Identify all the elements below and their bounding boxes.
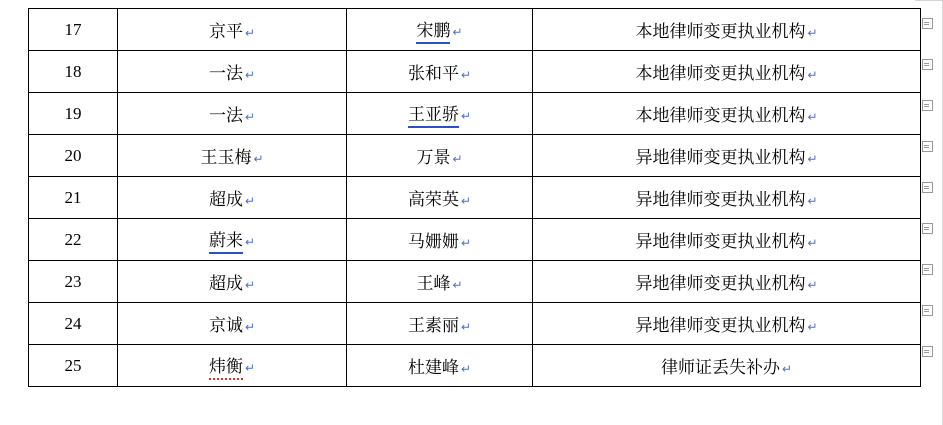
cell-lawyer-name — [347, 9, 533, 51]
law-firm-text: 京诚 — [208, 316, 243, 335]
cell-matter — [533, 345, 921, 387]
cell-lawyer-name — [347, 261, 533, 303]
cell-sequence-number: 21 — [29, 177, 118, 219]
paragraph-mark-icon: ↵ — [807, 110, 818, 124]
cell-law-firm — [118, 51, 347, 93]
paragraph-mark-icon: ↵ — [244, 194, 256, 208]
law-firm-text: 炜衡 — [209, 352, 243, 380]
row-anchor-handle[interactable] — [922, 264, 933, 275]
law-firm-text: 超成 — [208, 274, 243, 293]
cell-sequence-number: 17 — [29, 9, 118, 51]
cell-matter — [533, 303, 921, 345]
cell-lawyer-name — [347, 345, 533, 387]
cell-lawyer-name — [347, 93, 533, 135]
cell-matter — [533, 219, 921, 261]
matter-text: 本地律师变更执业机构 — [635, 106, 806, 125]
paragraph-mark-icon: ↵ — [452, 152, 463, 166]
paragraph-mark-icon: ↵ — [460, 320, 472, 334]
table-row[interactable] — [29, 9, 921, 51]
row-anchor-handle[interactable] — [922, 305, 933, 316]
lawyer-records-table — [28, 8, 921, 387]
paragraph-mark-icon: ↵ — [781, 362, 793, 376]
cell-law-firm — [118, 177, 347, 219]
paragraph-mark-icon: ↵ — [807, 26, 818, 40]
row-anchor-handle[interactable] — [922, 346, 933, 357]
law-firm-text: 一法 — [208, 64, 243, 83]
cell-matter — [533, 9, 921, 51]
row-anchor-handle[interactable] — [922, 18, 933, 29]
cell-law-firm — [118, 135, 347, 177]
table-row[interactable] — [29, 93, 921, 135]
law-firm-text: 超成 — [208, 190, 243, 209]
cell-law-firm — [118, 93, 347, 135]
paragraph-mark-icon: ↵ — [244, 26, 256, 40]
matter-text: 异地律师变更执业机构 — [635, 232, 806, 251]
paragraph-mark-icon: ↵ — [244, 110, 256, 124]
paragraph-mark-icon: ↵ — [807, 236, 818, 250]
table-row[interactable] — [29, 345, 921, 387]
paragraph-mark-icon: ↵ — [244, 68, 256, 82]
paragraph-mark-icon: ↵ — [244, 320, 256, 334]
row-anchor-handle[interactable] — [922, 182, 933, 193]
table-row[interactable] — [29, 261, 921, 303]
cell-lawyer-name — [347, 303, 533, 345]
row-anchor-handles — [917, 0, 939, 425]
law-firm-text: 一法 — [208, 106, 243, 125]
matter-text: 异地律师变更执业机构 — [635, 316, 806, 335]
row-anchor-handle[interactable] — [922, 59, 933, 70]
law-firm-text: 蔚来 — [209, 226, 243, 254]
paragraph-mark-icon: ↵ — [807, 320, 818, 334]
paragraph-mark-icon: ↵ — [807, 152, 818, 166]
cell-matter — [533, 93, 921, 135]
table-body — [29, 9, 921, 387]
paragraph-mark-icon: ↵ — [452, 24, 463, 39]
cell-lawyer-name — [347, 135, 533, 177]
table-row[interactable] — [29, 177, 921, 219]
cell-matter — [533, 177, 921, 219]
row-anchor-handle[interactable] — [922, 223, 933, 234]
paragraph-mark-icon: ↵ — [460, 68, 472, 82]
row-anchor-handle[interactable] — [922, 141, 933, 152]
paragraph-mark-icon: ↵ — [244, 360, 256, 375]
table-row[interactable] — [29, 303, 921, 345]
cell-sequence-number: 19 — [29, 93, 118, 135]
cell-law-firm — [118, 9, 347, 51]
matter-text: 异地律师变更执业机构 — [635, 148, 806, 167]
cell-matter — [533, 135, 921, 177]
table-row[interactable] — [29, 219, 921, 261]
cell-sequence-number: 24 — [29, 303, 118, 345]
cell-matter — [533, 51, 921, 93]
lawyer-name-text: 宋鹏 — [416, 16, 450, 44]
cell-law-firm — [118, 219, 347, 261]
paragraph-mark-icon: ↵ — [807, 68, 818, 82]
cell-sequence-number: 25 — [29, 345, 118, 387]
cell-sequence-number: 22 — [29, 219, 118, 261]
paragraph-mark-icon: ↵ — [807, 194, 818, 208]
lawyer-name-text: 张和平 — [407, 64, 459, 83]
cell-sequence-number: 23 — [29, 261, 118, 303]
lawyer-name-text: 万景 — [416, 148, 451, 167]
page-top-edge — [915, 0, 943, 1]
paragraph-mark-icon: ↵ — [244, 278, 256, 292]
cell-law-firm — [118, 345, 347, 387]
lawyer-name-text: 王峰 — [416, 274, 451, 293]
cell-lawyer-name — [347, 177, 533, 219]
paragraph-mark-icon: ↵ — [807, 278, 818, 292]
matter-text: 异地律师变更执业机构 — [635, 274, 806, 293]
row-anchor-handle[interactable] — [922, 100, 933, 111]
paragraph-mark-icon: ↵ — [460, 236, 472, 250]
matter-text: 律师证丢失补办 — [660, 358, 780, 377]
table-row[interactable] — [29, 135, 921, 177]
matter-text: 本地律师变更执业机构 — [635, 64, 806, 83]
matter-text: 本地律师变更执业机构 — [635, 22, 806, 41]
lawyer-name-text: 杜建峰 — [407, 358, 459, 377]
table-row[interactable] — [29, 51, 921, 93]
paragraph-mark-icon: ↵ — [460, 194, 472, 208]
lawyer-name-text: 王素丽 — [407, 316, 459, 335]
cell-lawyer-name — [347, 51, 533, 93]
matter-text: 异地律师变更执业机构 — [635, 190, 806, 209]
cell-sequence-number: 20 — [29, 135, 118, 177]
lawyer-name-text: 高荣英 — [407, 190, 459, 209]
cell-matter — [533, 261, 921, 303]
paragraph-mark-icon: ↵ — [460, 362, 472, 376]
cell-law-firm — [118, 303, 347, 345]
lawyer-name-text: 王亚骄 — [408, 100, 459, 128]
paragraph-mark-icon: ↵ — [253, 152, 264, 166]
law-firm-text: 京平 — [208, 22, 243, 41]
law-firm-text: 王玉梅 — [200, 148, 252, 167]
paragraph-mark-icon: ↵ — [244, 234, 256, 249]
cell-sequence-number: 18 — [29, 51, 118, 93]
paragraph-mark-icon: ↵ — [460, 108, 472, 123]
lawyer-name-text: 马姗姗 — [407, 232, 459, 251]
cell-law-firm — [118, 261, 347, 303]
cell-lawyer-name — [347, 219, 533, 261]
paragraph-mark-icon: ↵ — [452, 278, 463, 292]
